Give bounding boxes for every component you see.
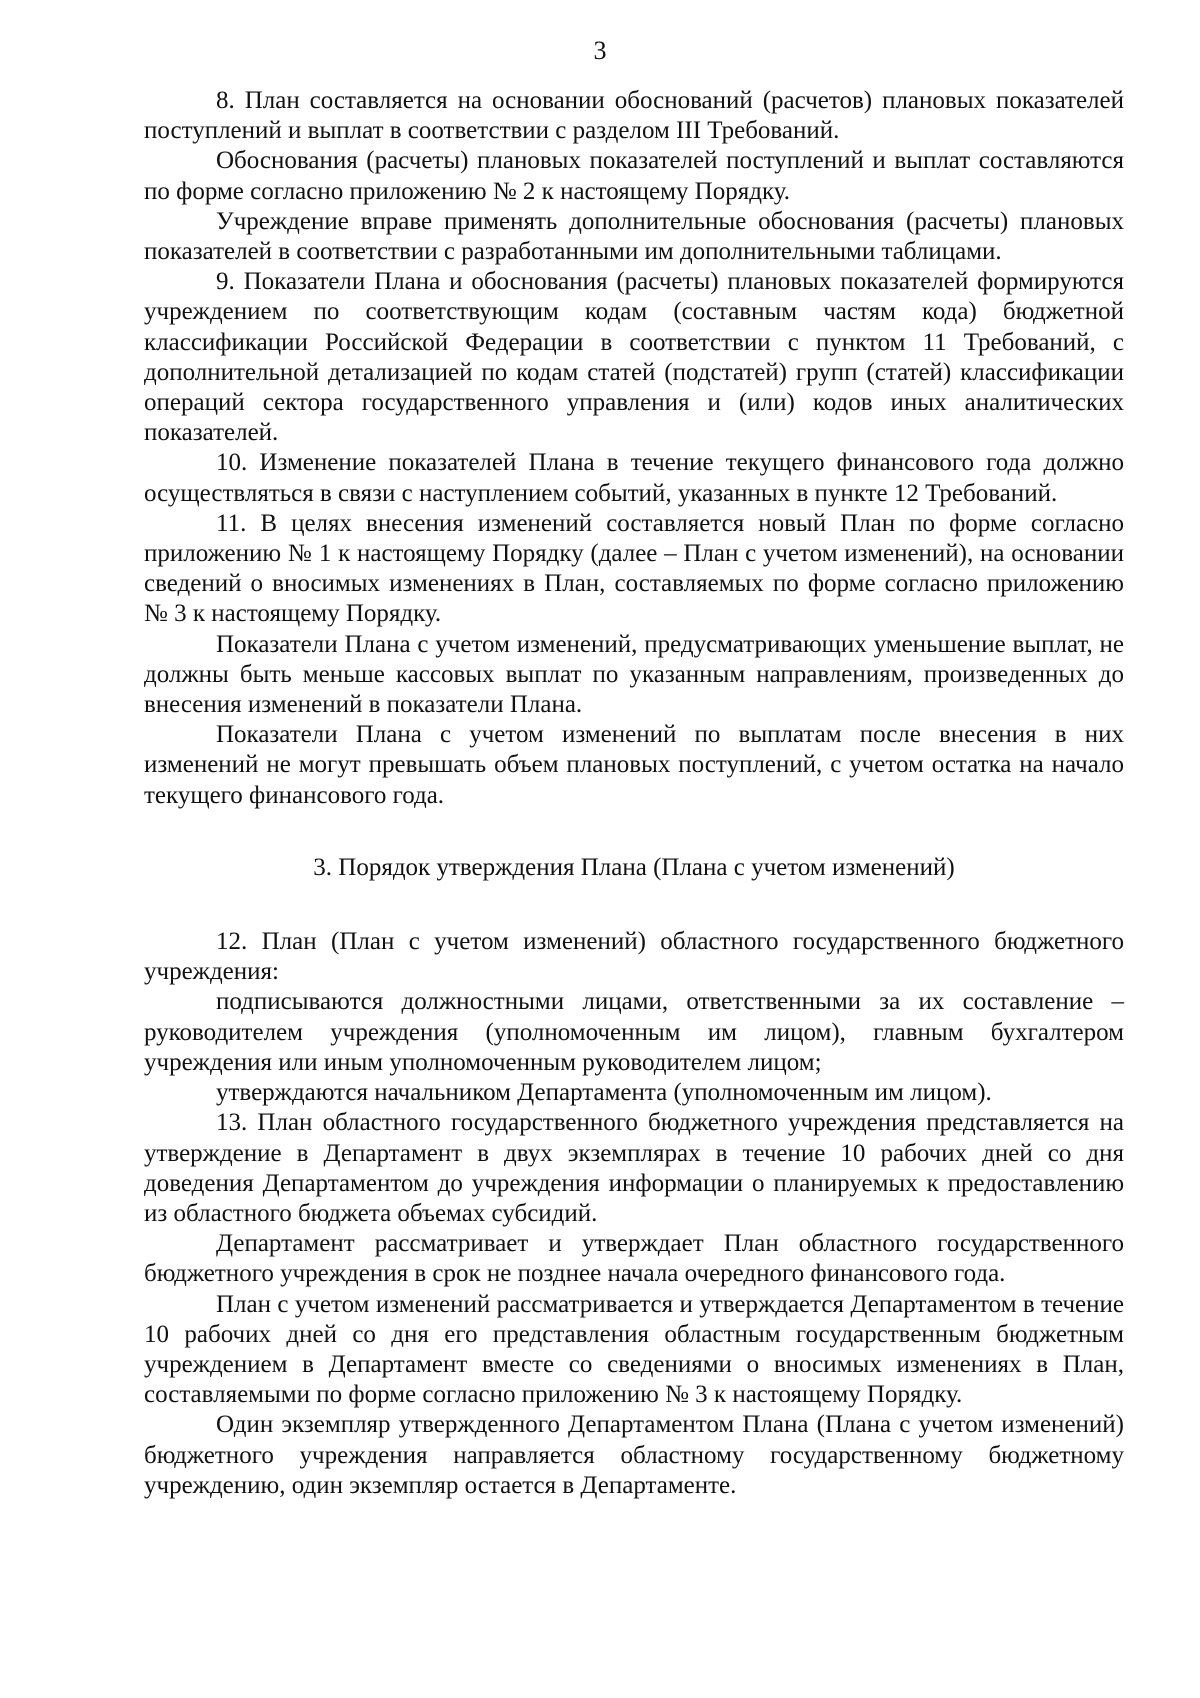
document-body xyxy=(144,86,1124,1501)
paragraph-13: 13. План областного государственного бюджетного учреждения представляется на утверждение в Департамент в двух экземплярах в течение 10 рабочих дней со дня доведения Департаментом до учреждения информации о планируемых к предоставлению из областного бюджета объемах субсидий. xyxy=(144,1109,1124,1227)
paragraph-9: 9. Показатели Плана и обоснования (расчеты) плановых показателей формируются учреждением по соответствующим кодам (составным частям кода) бюджетной классификации Российской Федерации в соответствии с пунктом 11 Требований, с дополнительной детализацией по кодам статей (подстатей) групп (статей) классификации операций сектора государственного управления и (или) кодов иных аналитических показателей. xyxy=(144,268,1124,447)
paragraph-13-copies: Один экземпляр утвержденного Департаментом Плана (Плана с учетом изменений) бюджетного учреждения направляется областному государственному бюджетному учреждению, один экземпляр остается в Департаменте. xyxy=(144,1411,1124,1499)
paragraph-8: 8. План составляется на основании обоснований (расчетов) плановых показателей поступлений и выплат в соответствии с разделом III Требований. xyxy=(144,87,1124,145)
paragraph-11: 11. В целях внесения изменений составляется новый План по форме согласно приложению № 1 к настоящему Порядку (далее – План с учетом изменений), на основании сведений о вносимых изменениях в План, составляемых по форме согласно приложению № 3 к настоящему Порядку. xyxy=(144,509,1124,628)
paragraph-10: 10. Изменение показателей Плана в течение текущего финансового года должно осуществляться в связи с наступлением событий, указанных в пункте 12 Требований. xyxy=(144,449,1124,507)
paragraph-11-decrease: Показатели Плана с учетом изменений, предусматривающих уменьшение выплат, не должны быть меньше кассовых выплат по указанным направлениям, произведенных до внесения изменений в показатели Плана. xyxy=(144,630,1124,719)
paragraph-12: 12. План (План с учетом изменений) областного государственного бюджетного учреждения: xyxy=(144,928,1124,986)
paragraph-13-review: Департамент рассматривает и утверждает План областного государственного бюджетного учреждения в срок не позднее начала очередного финансового года. xyxy=(144,1230,1124,1288)
page-number: 3 xyxy=(593,36,607,65)
paragraph-8-additional-tables: Учреждение вправе применять дополнительные обоснования (расчеты) плановых показателей в соответствии с разработанными им дополнительными таблицами. xyxy=(144,207,1124,266)
paragraph-11-limit: Показатели Плана с учетом изменений по выплатам после внесения в них изменений не могут превышать объем плановых поступлений, с учетом остатка на начало текущего финансового года. xyxy=(144,721,1124,809)
paragraph-12-signed: подписываются должностными лицами, ответственными за их составление – руководителем учреждения (уполномоченным им лицом), главным бухгалтером учреждения или иным уполномоченным руководителем лицом; xyxy=(144,988,1124,1076)
section-heading: 3. Порядок утверждения Плана (Плана с учетом изменений) xyxy=(313,853,955,881)
paragraph-12-approved: утверждаются начальником Департамента (уполномоченным им лицом). xyxy=(216,1079,992,1107)
paragraph-8-justifications: Обоснования (расчеты) плановых показателей поступлений и выплат составляются по форме согласно приложению № 2 к настоящему Порядку. xyxy=(144,147,1124,205)
paragraph-13-changes: План с учетом изменений рассматривается и утверждается Департаментом в течение 10 рабочих дней со дня его представления областным государственным бюджетным учреждением в Департамент вместе со сведениями о вносимых изменениях в План, составляемыми по форме согласно приложению № 3 к настоящему Порядку. xyxy=(144,1290,1124,1409)
